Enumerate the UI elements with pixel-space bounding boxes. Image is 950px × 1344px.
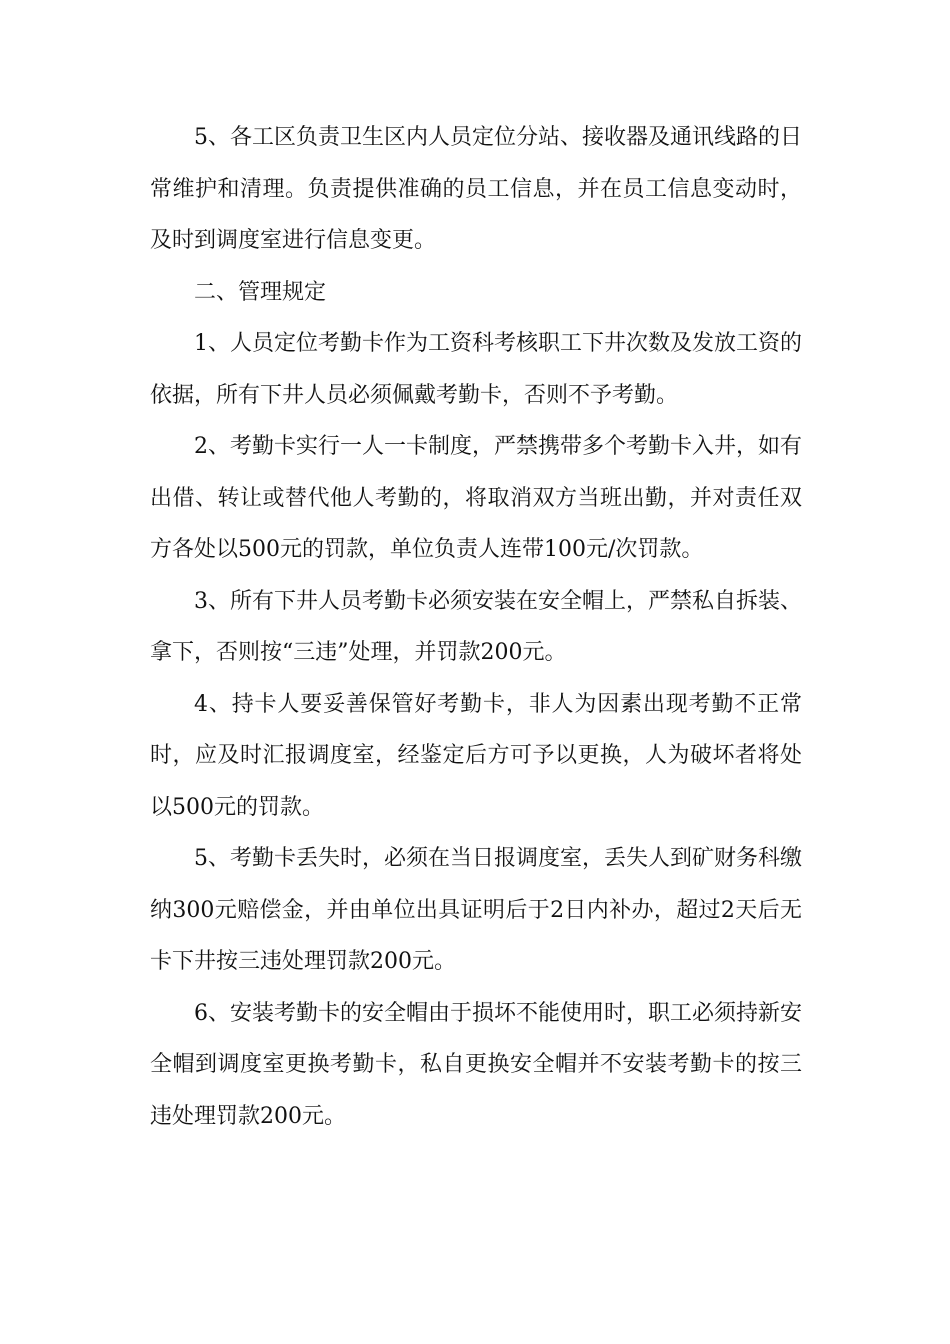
paragraph-rule-4: 4、持卡人要妥善保管好考勤卡，非人为因素出现考勤不正常时，应及时汇报调度室，经鉴定后方可予以更换，人为破坏者将处以500元的罚款。 xyxy=(150,691,802,820)
paragraph-maintenance-duty: 5、各工区负责卫生区内人员定位分站、接收器及通讯线路的日常维护和清理。负责提供准确的员工信息，并在员工信息变动时，及时到调度室进行信息变更。 xyxy=(150,125,802,253)
document-body xyxy=(150,112,802,1142)
section-heading-management-rules: 二、管理规定 xyxy=(194,279,327,305)
paragraph-rule-6: 6、安装考勤卡的安全帽由于损坏不能使用时，职工必须持新安全帽到调度室更换考勤卡，私自更换安全帽并不安装考勤卡的按三违处理罚款200元。 xyxy=(150,1000,802,1129)
paragraph-rule-2: 2、考勤卡实行一人一卡制度，严禁携带多个考勤卡入井，如有出借、转让或替代他人考勤的，将取消双方当班出勤，并对责任双方各处以500元的罚款，单位负责人连带100元/次罚款。 xyxy=(150,434,802,562)
paragraph-rule-5: 5、考勤卡丢失时，必须在当日报调度室，丢失人到矿财务科缴纳300元赔偿金，并由单位出具证明后于2日内补办，超过2天后无卡下井按三违处理罚款200元。 xyxy=(150,846,802,974)
paragraph-rule-3: 3、所有下井人员考勤卡必须安装在安全帽上，严禁私自拆装、拿下，否则按“三违”处理，并罚款200元。 xyxy=(150,588,802,665)
paragraph-rule-1: 1、人员定位考勤卡作为工资科考核职工下井次数及发放工资的依据，所有下井人员必须佩戴考勤卡，否则不予考勤。 xyxy=(150,331,802,408)
